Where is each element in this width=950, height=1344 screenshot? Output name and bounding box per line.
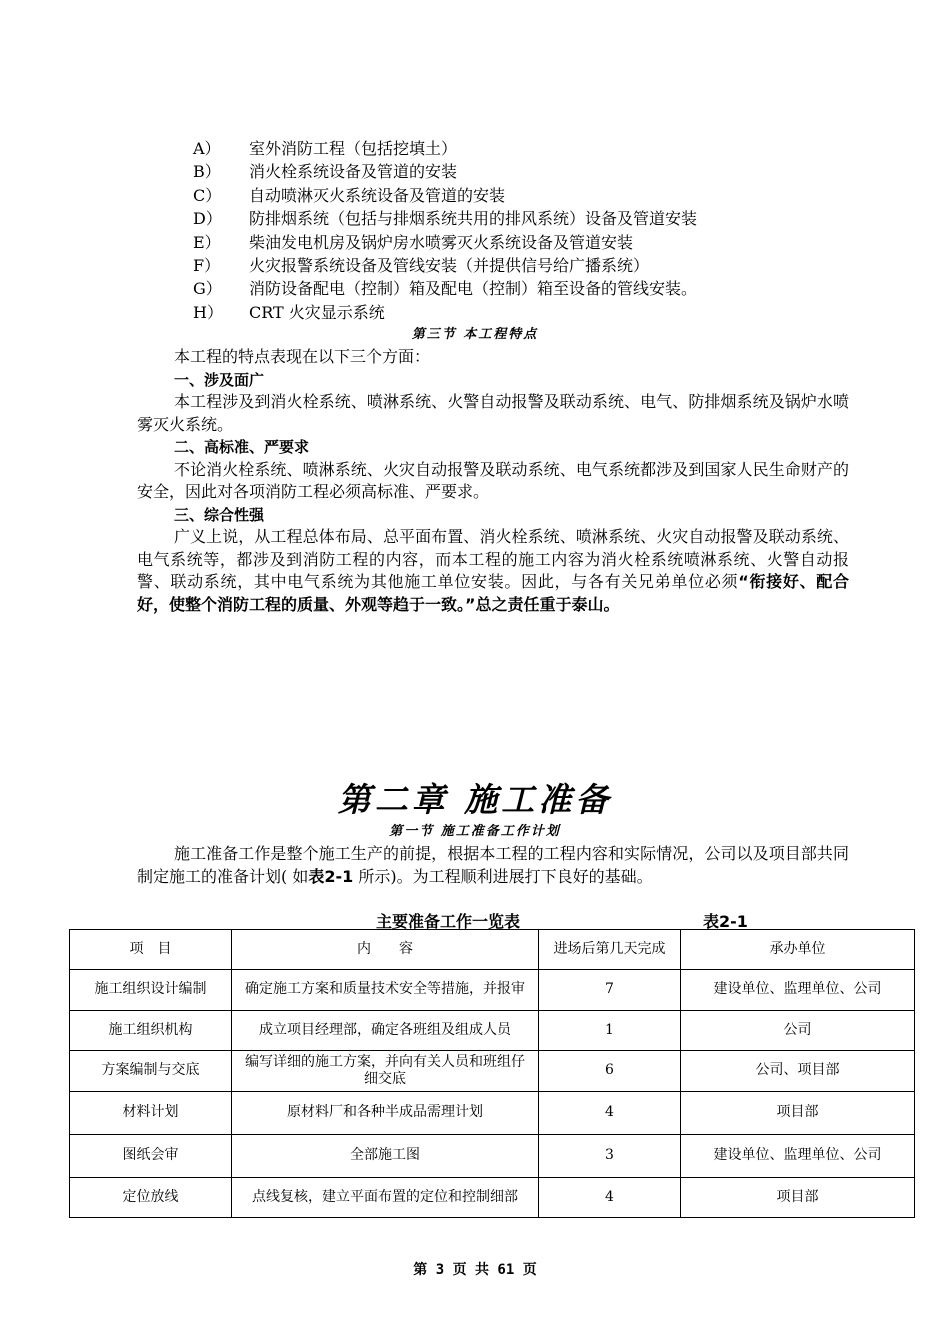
list-text: 室外消防工程（包括挖填土） — [249, 139, 458, 158]
table-cell: 确定施工方案和质量技术安全等措施，并报审 — [232, 970, 539, 1011]
table-row — [70, 970, 915, 1011]
list-marker: A） — [193, 139, 221, 158]
table-reference: 表2-1 — [308, 866, 354, 886]
table-cell: 4 — [539, 1091, 681, 1134]
table-cell: 材料计划 — [70, 1091, 232, 1134]
list-text: 自动喷淋灭火系统设备及管道的安装 — [249, 185, 506, 205]
list-marker: D） — [193, 209, 222, 229]
emphasis-text: “衔接好、配合好，使整个消防工程的质量、外观等趋于一致。”总之责任重于泰山。 — [137, 572, 849, 614]
section-body — [137, 346, 849, 616]
table-row — [70, 1177, 915, 1218]
table-row — [70, 1051, 915, 1092]
list-item — [193, 184, 697, 207]
preparation-table — [69, 929, 915, 1218]
section-heading: 第一节 施工准备工作计划 — [389, 824, 561, 839]
subheading: 一、涉及面广 — [174, 370, 265, 389]
page-number: 第 3 页 共 61 页 — [413, 1262, 537, 1278]
list-marker: C） — [193, 185, 222, 205]
list-marker: H） — [193, 302, 223, 322]
list-text: 消火栓系统设备及管道的安装 — [249, 162, 458, 182]
table-cell: 原材料厂和各种半成品需理计划 — [232, 1091, 539, 1134]
list-text: 防排烟系统（包括与排烟系统共用的排风系统）设备及管道安装 — [249, 209, 698, 229]
section-heading: 第三节 本工程特点 — [411, 327, 539, 342]
column-header: 项 目 — [70, 930, 232, 970]
column-header: 承办单位 — [681, 930, 915, 970]
table-cell: 成立项目经理部，确定各班组及组成人员 — [232, 1010, 539, 1051]
list-item — [193, 277, 697, 300]
table-cell: 6 — [539, 1051, 681, 1092]
paragraph — [137, 843, 849, 888]
table-row — [70, 1010, 915, 1051]
list-item — [193, 254, 697, 277]
list-item — [193, 301, 697, 324]
list-marker: F） — [193, 255, 221, 275]
table-cell: 1 — [539, 1010, 681, 1051]
table-cell: 7 — [539, 970, 681, 1011]
table-cell: 4 — [539, 1177, 681, 1218]
table-cell: 建设单位、监理单位、公司 — [681, 1134, 915, 1177]
column-header: 进场后第几天完成 — [539, 930, 681, 970]
table-id: 表2-1 — [703, 912, 748, 931]
table-caption — [0, 909, 950, 929]
table-cell: 公司 — [681, 1010, 915, 1051]
table-cell: 编写详细的施工方案，并向有关人员和班组仔细交底 — [232, 1051, 539, 1092]
table-cell: 施工组织机构 — [70, 1010, 232, 1051]
table-cell: 项目部 — [681, 1091, 915, 1134]
list-item — [193, 231, 697, 254]
table-title: 主要准备工作一览表 — [376, 912, 521, 931]
table-cell: 公司、项目部 — [681, 1051, 915, 1092]
table-cell: 图纸会审 — [70, 1134, 232, 1177]
table-row — [70, 1134, 915, 1177]
subheading: 三、综合性强 — [174, 505, 265, 524]
list-text: 火灾报警系统设备及管线安装（并提供信号给广播系统） — [249, 255, 650, 275]
list-item — [193, 160, 697, 183]
subheading: 二、高标准、严要求 — [174, 438, 310, 456]
paragraph — [137, 526, 849, 616]
list-text: CRT 火灾显示系统 — [249, 302, 385, 322]
paragraph-text: 所示)。为工程顺利进展打下良好的基础。 — [353, 866, 653, 886]
paragraph: 本工程涉及到消火栓系统、喷淋系统、火警自动报警及联动系统、电气、防排烟系统及锅炉水喷雾灭火系统。 — [137, 392, 849, 434]
table-cell: 定位放线 — [70, 1177, 232, 1218]
table-row — [70, 1091, 915, 1134]
scope-list — [193, 137, 697, 324]
chapter-intro — [137, 843, 849, 888]
list-marker: E） — [193, 232, 221, 252]
list-item — [193, 207, 697, 230]
table-cell: 项目部 — [681, 1177, 915, 1218]
chapter-title: 第二章 施工准备 — [337, 780, 613, 819]
paragraph-text: 施工准备工作是整个施工生产的前提，根据本工程的工程内容和实际情况，公司以及项目部共同制定施工的准备计划( 如 — [137, 844, 849, 886]
table-cell: 方案编制与交底 — [70, 1051, 232, 1092]
table-cell: 施工组织设计编制 — [70, 970, 232, 1011]
list-item — [193, 137, 697, 160]
list-marker: B） — [193, 162, 221, 182]
list-text: 柴油发电机房及锅炉房水喷雾灭火系统设备及管道安装 — [249, 232, 634, 252]
table-cell: 建设单位、监理单位、公司 — [681, 970, 915, 1011]
paragraph: 不论消火栓系统、喷淋系统、火灾自动报警及联动系统、电气系统都涉及到国家人民生命财产的安全，因此对各项消防工程必须高标准、严要求。 — [137, 459, 849, 501]
column-header: 内 容 — [232, 930, 539, 970]
table-cell: 3 — [539, 1134, 681, 1177]
table-header-row — [70, 930, 915, 970]
table-cell: 点线复核，建立平面布置的定位和控制细部 — [232, 1177, 539, 1218]
section-intro: 本工程的特点表现在以下三个方面： — [174, 347, 431, 366]
paragraph-text: 广义上说，从工程总体布局、总平面布置、消火栓系统、喷淋系统、火灾自动报警及联动系统、电气系统等，都涉及到消防工程的内容，而本工程的施工内容为消火栓系统喷淋系统、火警自动报警、联动系统，其中电气系统为其他施工单位安装。因此，与各有关兄弟单位必须 — [137, 527, 849, 591]
list-marker: G） — [193, 279, 222, 299]
table-cell: 全部施工图 — [232, 1134, 539, 1177]
list-text: 消防设备配电（控制）箱及配电（控制）箱至设备的管线安装。 — [249, 279, 698, 299]
